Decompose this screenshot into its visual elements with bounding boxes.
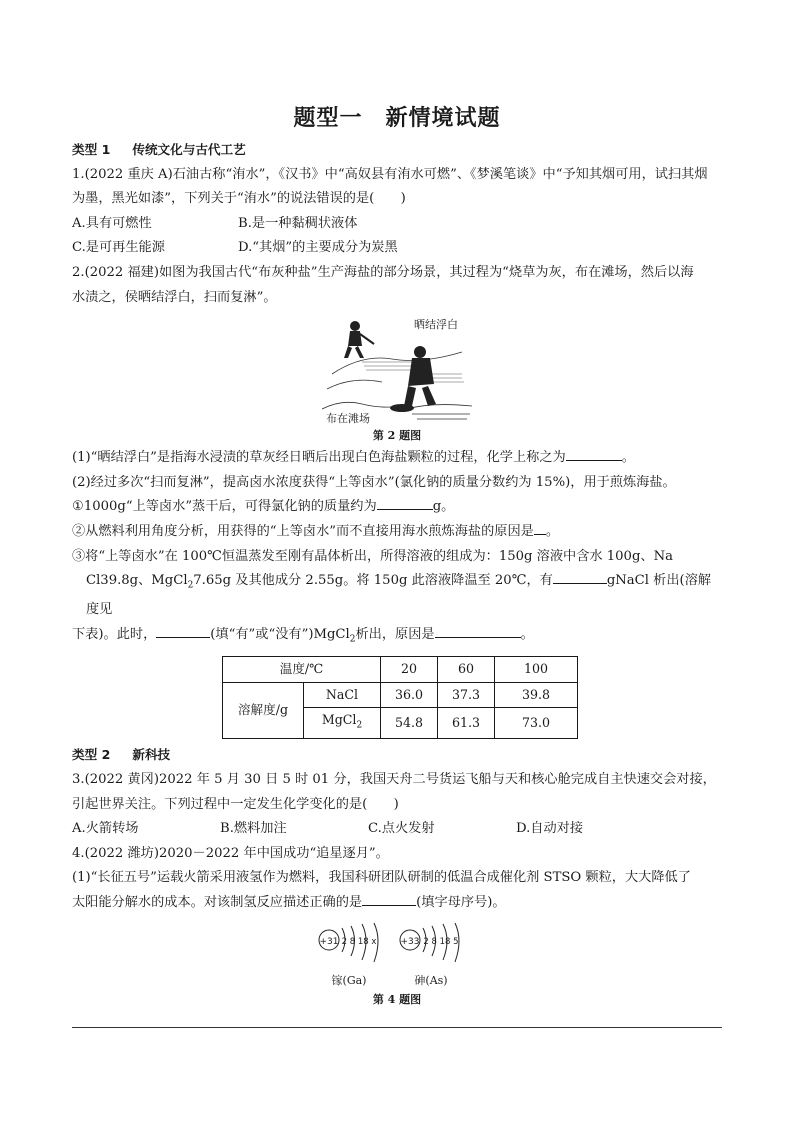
answer-blank[interactable] — [435, 623, 521, 638]
option-b[interactable]: B.燃料加注 — [220, 821, 287, 837]
table-cell: 溶解度/g — [223, 682, 304, 739]
table-header-cell: 60 — [438, 657, 495, 683]
table-row — [223, 682, 578, 708]
question-text: 2.(2022 福建)如图为我国古代“布灰种盐”生产海盐的部分场景，其过程为“烧草为灰，布在滩场，然后以海 — [72, 264, 694, 280]
options-row — [72, 817, 722, 842]
sub-question-1: (1)“晒结浮白”是指海水浸渍的草灰经日晒后出现白色海盐颗粒的过程，化学上称之为 。 — [72, 446, 722, 471]
as-atom — [400, 923, 459, 987]
sub-question-2-3: ③将“上等卤水”在 100℃恒温蒸发至刚有晶体析出，所得溶液的组成为：150g 溶液中含水 100g、Na — [72, 548, 673, 564]
table-cell: 39.8 — [495, 682, 578, 708]
question-text: 1.(2022 重庆 A)石油古称“洧水”，《汉书》中“高奴县有洧水可燃”、《梦溪笔谈》中“予知其烟可用，试扫其烟 — [72, 166, 708, 182]
option-c[interactable]: C.是可再生能源 — [72, 240, 165, 256]
question-text: 引起世界关注。下列过程中一定发生化学变化的是( ) — [72, 796, 399, 812]
section-heading-2 — [72, 743, 722, 768]
sub-question-1: (1)“长征五号”运载火箭采用液氢作为燃料，我国科研团队研制的低温合成催化剂 STSO 颗粒，大大降低了 — [72, 870, 691, 886]
table-cell: 54.8 — [381, 708, 438, 739]
table-cell: 37.3 — [438, 682, 495, 708]
question-text: 水渍之，侯晒结浮白，扫而复淋”。 — [72, 289, 277, 305]
question-1 — [72, 163, 722, 261]
ga-label: 镓(Ga) — [331, 973, 367, 987]
sub-question-2-3-cont: Cl39.8g、MgCl$_2$7.65g 及其他成分 2.55g。将 150g 此溶液降温至 20℃，有 gNaCl 析出(溶解度见 — [72, 569, 722, 623]
option-b[interactable]: B.是一种黏稠状液体 — [238, 215, 358, 231]
answer-blank[interactable] — [534, 520, 546, 535]
page-title: 题型一 新情境试题 — [293, 105, 501, 131]
question-text: 3.(2022 黄冈)2022 年 5 月 30 日 5 时 01 分，我国天舟二号货运飞船与天和核心舱完成自主快速交会对接， — [72, 772, 716, 788]
figure-caption: 第 4 题图 — [372, 992, 422, 1006]
section-number: 类型 2 — [72, 747, 111, 763]
as-label: 砷(As) — [414, 973, 448, 987]
salt-making-illustration — [322, 314, 472, 426]
option-d[interactable]: D.自动对接 — [516, 821, 584, 837]
as-nucleus-label: +33 — [400, 936, 420, 947]
footer-divider — [72, 1027, 722, 1028]
answer-blank[interactable] — [566, 446, 622, 461]
section-number: 类型 1 — [72, 142, 111, 157]
sub-question-2: (2)经过多次“扫而复淋”，提高卤水浓度获得“上等卤水”(氯化钠的质量分数约为 15%)，用于煎炼海盐。 — [72, 474, 676, 490]
section-heading-1 — [72, 138, 722, 163]
question-text: 4.(2022 潍坊)2020－2022 年中国成功“追星逐月”。 — [72, 845, 389, 861]
sub-question-2-1: ①1000g“上等卤水”蒸干后，可得氯化钠的质量约为 g。 — [72, 495, 722, 520]
as-shell-electrons: 2 8 18 5 — [423, 936, 459, 947]
option-a[interactable]: A.火箭转场 — [72, 821, 139, 837]
answer-blank[interactable] — [377, 495, 433, 510]
option-a[interactable]: A.具有可燃性 — [72, 215, 152, 231]
table-cell: 73.0 — [495, 708, 578, 739]
question-4 — [72, 842, 722, 1008]
table-header-cell: 20 — [381, 657, 438, 683]
options-row — [72, 212, 722, 237]
figure-2 — [72, 314, 722, 444]
answer-blank[interactable] — [156, 623, 210, 638]
figure-label-top: 晒结浮白 — [414, 318, 458, 332]
question-3 — [72, 768, 722, 842]
ga-nucleus-label: +31 — [319, 936, 339, 947]
option-d[interactable]: D.“其烟”的主要成分为炭黑 — [238, 240, 398, 256]
figure-label-bottom: 布在滩场 — [326, 412, 370, 426]
answer-blank[interactable] — [362, 891, 416, 906]
worksheet — [72, 100, 722, 1010]
sub-question-1-cont: 太阳能分解水的成本。对该制氢反应描述正确的是 (填字母序号)。 — [72, 891, 722, 916]
table-cell: 61.3 — [438, 708, 495, 739]
table-cell: 36.0 — [381, 682, 438, 708]
figure-caption: 第 2 题图 — [372, 429, 422, 443]
option-c[interactable]: C.点火发射 — [368, 821, 435, 837]
section-name: 传统文化与古代工艺 — [132, 142, 246, 157]
table-header-cell: 100 — [495, 657, 578, 683]
ga-shell-electrons: 2 8 18 x — [341, 936, 377, 947]
atomic-structure-diagram — [317, 920, 477, 990]
figure-4 — [72, 920, 722, 1008]
section-name: 新科技 — [132, 747, 171, 763]
table-cell: MgCl$_2$ — [304, 708, 381, 739]
options-row — [72, 236, 722, 261]
table-header-cell: 温度/℃ — [223, 657, 381, 683]
answer-blank[interactable] — [553, 569, 607, 584]
table-cell: NaCl — [304, 682, 381, 708]
sub-question-2-2: ②从燃料利用角度分析，用获得的“上等卤水”而不直接用海水煎炼海盐的原因是 。 — [72, 520, 722, 545]
solubility-table — [222, 656, 578, 739]
question-2 — [72, 261, 722, 740]
question-text: 为墨，黑光如漆”，下列关于“洧水”的说法错误的是( ) — [72, 191, 406, 207]
table-row — [223, 657, 578, 683]
ga-atom — [319, 923, 378, 987]
sub-question-2-3-cont: 下表)。此时， (填“有”或“没有”)MgCl$_2$析出，原因是 。 — [72, 623, 722, 652]
